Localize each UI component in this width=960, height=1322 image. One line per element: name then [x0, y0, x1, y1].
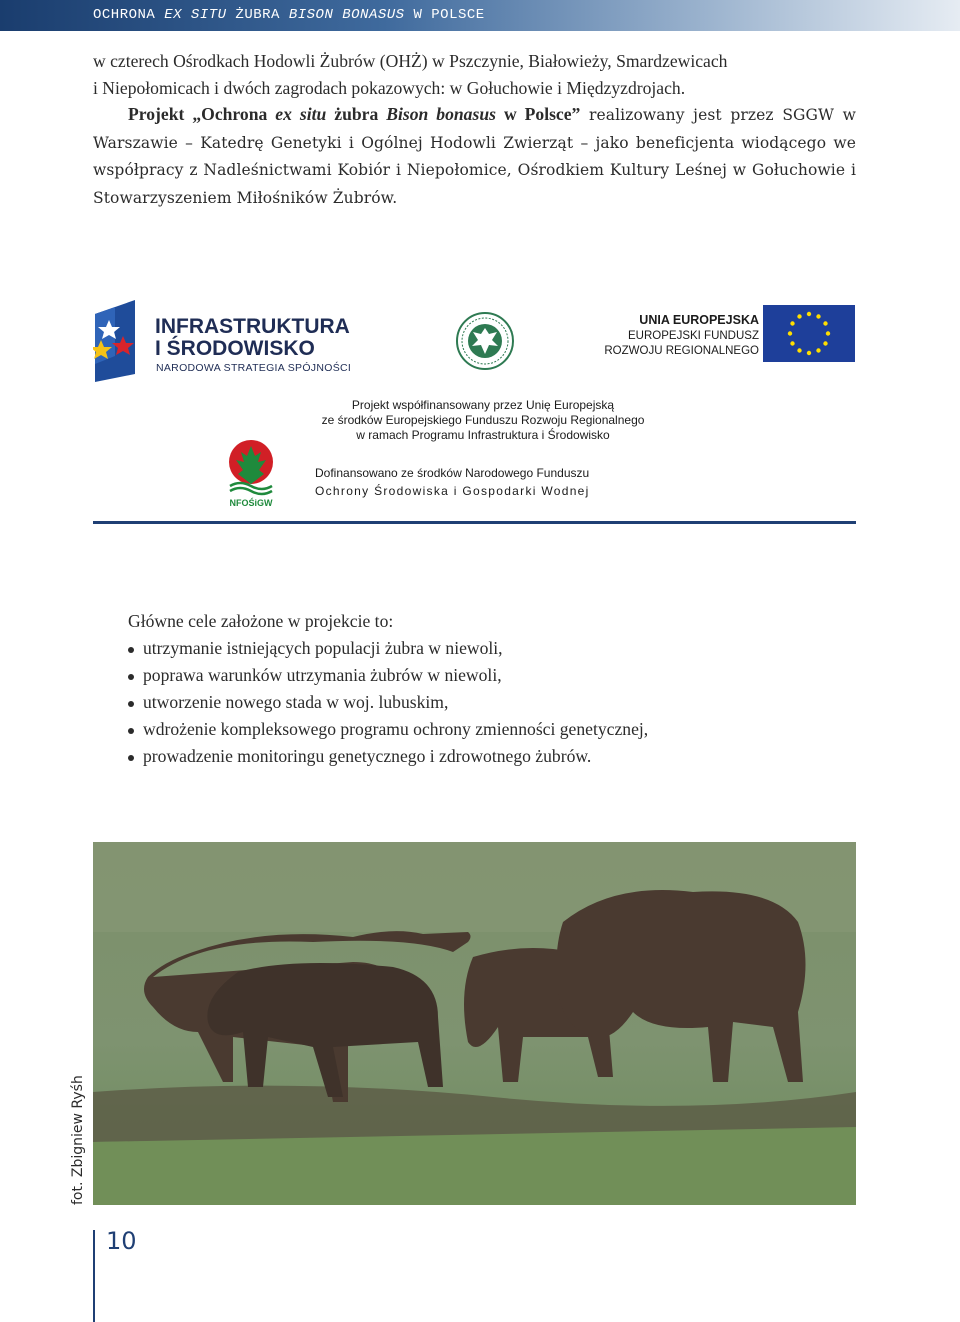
intro-line-1: w czterech Ośrodkach Hodowli Żubrów (OHŻ) w Pszczynie, Białowieży, Smardzewicach — [93, 51, 728, 71]
goals-list — [128, 635, 648, 770]
project-description: realizowany jest przez SGGW w Warszawie – Katedrę Genetyki i Ogólnej Hodowli Zwierząt – jako beneficjenta wiodącego we współpracy z Nadleśnictwami Kobiór i Niepołomice, Ośrodkiem Kultury Leśnej w Gołuchowie i Stowarzyszeniem Miłośników Żubrów. — [93, 106, 857, 207]
infrastruktura-subtitle: NARODOWA STRATEGIA SPÓJNOŚCI — [156, 362, 352, 374]
goal-item: wdrożenie kompleksowego programu ochrony zmienności genetycznej, — [128, 716, 648, 743]
nfosigw-label: NFOŚiGW — [229, 498, 273, 508]
infrastruktura-title: INFRASTRUKTURA I ŚRODOWISKO — [155, 315, 350, 360]
section-divider — [93, 521, 856, 524]
header-bar — [0, 0, 960, 31]
goal-item: utworzenie nowego stada w woj. lubuskim, — [128, 689, 648, 716]
nfosigw-statement: Dofinansowano ze środków Narodowego Funduszu Ochrony Środowiska i Gospodarki Wodnej — [315, 466, 590, 498]
photo-credit: fot. Zbigniew Ryśh — [70, 1075, 86, 1205]
project-goals — [128, 608, 648, 770]
infrastruktura-flag-logo — [93, 296, 137, 382]
goal-item: poprawa warunków utrzymania żubrów w niewoli, — [128, 662, 648, 689]
eagle-seal-logo — [456, 312, 514, 370]
intro-paragraph — [93, 48, 856, 101]
page-number: 10 — [106, 1227, 137, 1255]
running-header: OCHRONA EX SITU ŻUBRA BISON BONASUS W POLSCE — [93, 7, 485, 23]
funding-logos-panel — [93, 290, 856, 522]
project-paragraph — [93, 101, 856, 211]
bison-photo — [93, 842, 856, 1205]
cofinancing-statement: Projekt współfinansowany przez Unię Europejską ze środków Europejskiego Funduszu Rozwoju Regionalnego w ramach Programu Infrastruktura i Środowisko — [321, 398, 645, 442]
nfosigw-logo — [226, 440, 276, 510]
eu-flag-icon — [763, 305, 855, 362]
eu-fund-label: UNIA EUROPEJSKA EUROPEJSKI FUNDUSZ ROZWOJU REGIONALNEGO — [604, 313, 759, 357]
goal-item: utrzymanie istniejących populacji żubra w niewoli, — [128, 635, 648, 662]
goals-intro: Główne cele założone w projekcie to: — [128, 611, 394, 631]
intro-line-2: i Niepołomicach i dwóch zagrodach pokazowych: w Gołuchowie i Międzyzdrojach. — [93, 77, 686, 98]
project-title: Projekt „Ochrona ex situ żubra Bison bonasus w Polsce” — [128, 104, 581, 124]
goal-item: prowadzenie monitoringu genetycznego i zdrowotnego żubrów. — [128, 743, 648, 770]
page-number-rule — [93, 1230, 95, 1322]
